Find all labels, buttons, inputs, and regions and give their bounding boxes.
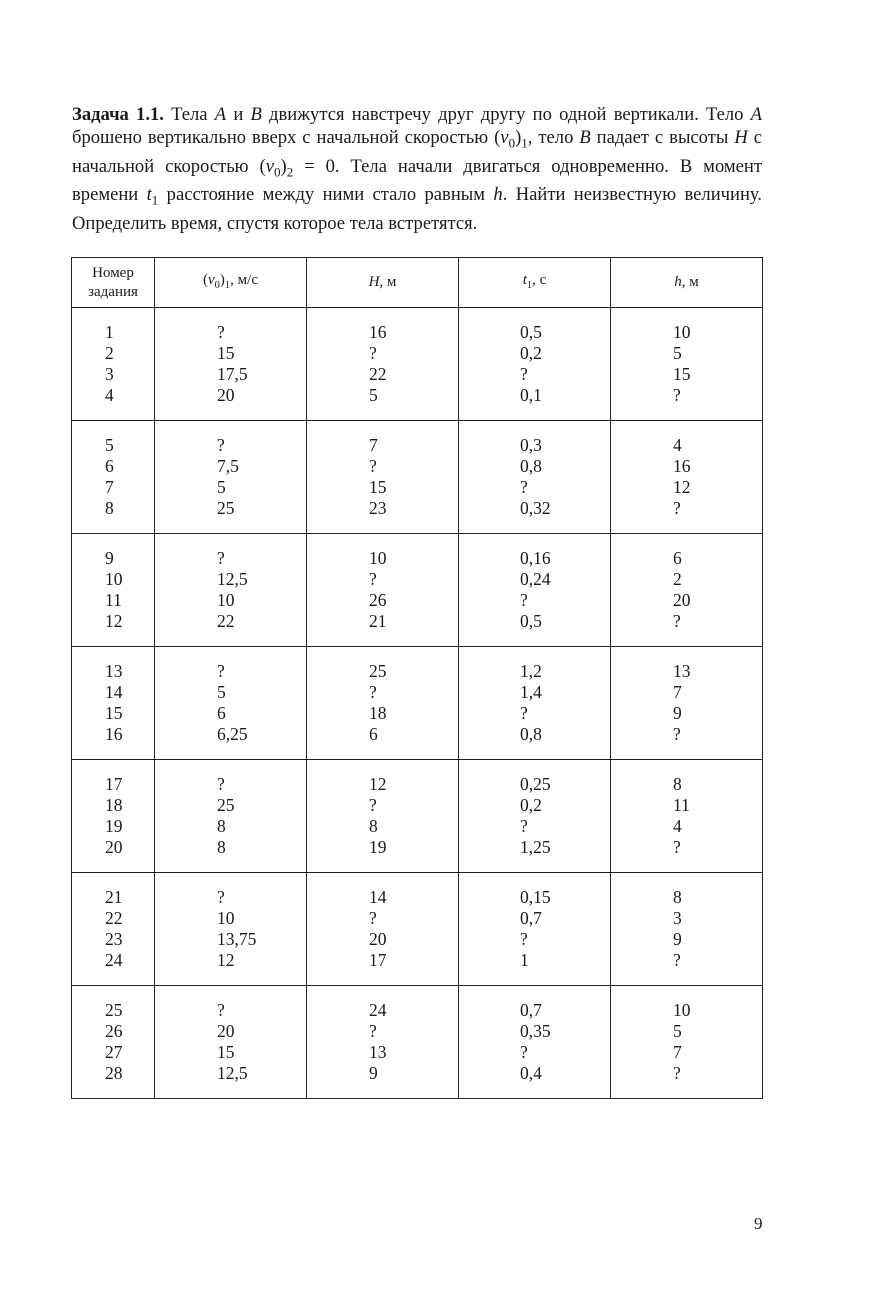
- cell-value: ?: [673, 1063, 681, 1083]
- cell-value: 20: [369, 929, 387, 949]
- problem-statement: Задача 1.1. Тела A и B движутся навстречу друг другу по одной вертикали. Тело A брошено вертикально вверх с начальной скоростью $(v_0)_1$, тело B падает с высоты H с начальной скоростью $(v_0)_2 = 0$. Тела начали двигаться одновременно. В момент времени $t_1$ расстояние между ними стало равным h. Найти неизвестную величину. Определить время, спустя которое тела встретятся.: [72, 104, 763, 235]
- table-cell: [611, 421, 763, 534]
- cell-value: 6: [105, 456, 114, 476]
- cell-value: 20: [217, 1021, 235, 1041]
- cell-value: 0,1: [520, 385, 542, 405]
- cell-value: 10: [105, 569, 123, 589]
- cell-value: ?: [520, 1042, 528, 1062]
- table-cell: [459, 760, 611, 873]
- cell-value: 5: [105, 435, 114, 455]
- cell-value: ?: [369, 908, 377, 928]
- cell-value: 8: [673, 774, 682, 794]
- table-cell: [611, 534, 763, 647]
- cell-value: 4: [673, 816, 682, 836]
- cell-value: 18: [105, 795, 123, 815]
- table-cell: [72, 873, 155, 986]
- table-header-row: [72, 258, 763, 308]
- cell-value: 8: [217, 837, 226, 857]
- cell-value: 25: [105, 1000, 123, 1020]
- cell-value: 16: [105, 724, 123, 744]
- header-task-number: Номер задания: [72, 258, 155, 308]
- cell-value: 5: [217, 682, 226, 702]
- page-number: 9: [754, 1214, 763, 1233]
- cell-value: 22: [369, 364, 387, 384]
- cell-value: 6: [673, 548, 682, 568]
- table-cell: [72, 308, 155, 421]
- header-h: h, м: [611, 258, 763, 308]
- cell-value: ?: [673, 724, 681, 744]
- cell-value: 8: [105, 498, 114, 518]
- cell-value: ?: [673, 385, 681, 405]
- cell-value: 5: [673, 343, 682, 363]
- table-row: [72, 760, 763, 873]
- cell-value: 0,5: [520, 611, 542, 631]
- cell-value: 13: [105, 661, 123, 681]
- table-row: [72, 986, 763, 1099]
- cell-value: 9: [673, 929, 682, 949]
- cell-value: 6: [369, 724, 378, 744]
- cell-value: 16: [369, 322, 387, 342]
- table-cell: [611, 986, 763, 1099]
- table-cell: [72, 760, 155, 873]
- cell-value: ?: [369, 456, 377, 476]
- cell-value: 0,16: [520, 548, 551, 568]
- cell-value: 12,5: [217, 569, 248, 589]
- table-cell: [459, 534, 611, 647]
- cell-value: 11: [673, 795, 690, 815]
- cell-value: 28: [105, 1063, 123, 1083]
- cell-value: 9: [369, 1063, 378, 1083]
- cell-value: 20: [673, 590, 691, 610]
- table-row: [72, 873, 763, 986]
- cell-value: 1,2: [520, 661, 542, 681]
- table-cell: [307, 308, 459, 421]
- table-cell: [611, 760, 763, 873]
- cell-value: ?: [369, 795, 377, 815]
- cell-value: 19: [105, 816, 123, 836]
- table-row: [72, 647, 763, 760]
- table-cell: [307, 534, 459, 647]
- cell-value: 14: [369, 887, 387, 907]
- table-cell: [459, 647, 611, 760]
- cell-value: 0,25: [520, 774, 551, 794]
- cell-value: ?: [673, 498, 681, 518]
- cell-value: 19: [369, 837, 387, 857]
- cell-value: ?: [673, 611, 681, 631]
- cell-value: ?: [520, 703, 528, 723]
- cell-value: 1,25: [520, 837, 551, 857]
- cell-value: 18: [369, 703, 387, 723]
- header-H: H, м: [307, 258, 459, 308]
- cell-value: 0,7: [520, 908, 542, 928]
- cell-value: 9: [673, 703, 682, 723]
- header-t1: $t_1$, с: [459, 258, 611, 308]
- cell-value: 27: [105, 1042, 123, 1062]
- cell-value: 7,5: [217, 456, 239, 476]
- table-cell: [611, 873, 763, 986]
- cell-value: 4: [673, 435, 682, 455]
- cell-value: 12: [673, 477, 691, 497]
- cell-value: ?: [217, 435, 225, 455]
- cell-value: 10: [673, 1000, 691, 1020]
- cell-value: 5: [369, 385, 378, 405]
- cell-value: 10: [369, 548, 387, 568]
- cell-value: ?: [520, 929, 528, 949]
- cell-value: ?: [369, 682, 377, 702]
- cell-value: 8: [217, 816, 226, 836]
- cell-value: 8: [369, 816, 378, 836]
- cell-value: 17: [369, 950, 387, 970]
- table-cell: [307, 760, 459, 873]
- table-cell: [72, 534, 155, 647]
- cell-value: 0,15: [520, 887, 551, 907]
- cell-value: ?: [217, 548, 225, 568]
- cell-value: 21: [369, 611, 387, 631]
- cell-value: 12: [105, 611, 123, 631]
- cell-value: 10: [217, 590, 235, 610]
- table-cell: [459, 308, 611, 421]
- cell-value: 2: [673, 569, 682, 589]
- table-cell: [307, 873, 459, 986]
- cell-value: 0,32: [520, 498, 551, 518]
- cell-value: 5: [217, 477, 226, 497]
- problem-title: Задача 1.1.: [72, 104, 164, 125]
- cell-value: 0,3: [520, 435, 542, 455]
- cell-value: 22: [105, 908, 123, 928]
- cell-value: 15: [217, 343, 235, 363]
- cell-value: 6: [217, 703, 226, 723]
- cell-value: ?: [673, 837, 681, 857]
- cell-value: 0,24: [520, 569, 551, 589]
- cell-value: ?: [217, 774, 225, 794]
- cell-value: 2: [105, 343, 114, 363]
- table-cell: [307, 421, 459, 534]
- table-cell: [459, 986, 611, 1099]
- cell-value: 1: [520, 950, 529, 970]
- cell-value: ?: [217, 661, 225, 681]
- cell-value: 10: [673, 322, 691, 342]
- cell-value: 0,35: [520, 1021, 551, 1041]
- cell-value: 6,25: [217, 724, 248, 744]
- cell-value: 25: [369, 661, 387, 681]
- cell-value: 0,7: [520, 1000, 542, 1020]
- table-row: [72, 308, 763, 421]
- task-table: [71, 257, 763, 1099]
- cell-value: 7: [105, 477, 114, 497]
- cell-value: 10: [217, 908, 235, 928]
- table-cell: [611, 308, 763, 421]
- table-row: [72, 534, 763, 647]
- cell-value: ?: [520, 590, 528, 610]
- cell-value: 13: [673, 661, 691, 681]
- cell-value: ?: [217, 322, 225, 342]
- table-cell: [72, 421, 155, 534]
- cell-value: 5: [673, 1021, 682, 1041]
- cell-value: 26: [105, 1021, 123, 1041]
- cell-value: 11: [105, 590, 122, 610]
- cell-value: 7: [369, 435, 378, 455]
- table-cell: [155, 421, 307, 534]
- cell-value: 0,8: [520, 456, 542, 476]
- cell-value: 3: [673, 908, 682, 928]
- cell-value: ?: [217, 887, 225, 907]
- table-row: [72, 421, 763, 534]
- cell-value: 12: [217, 950, 235, 970]
- table-cell: [307, 647, 459, 760]
- cell-value: 20: [217, 385, 235, 405]
- cell-value: 15: [217, 1042, 235, 1062]
- cell-value: 21: [105, 887, 123, 907]
- cell-value: 13: [369, 1042, 387, 1062]
- table-cell: [72, 647, 155, 760]
- cell-value: 22: [217, 611, 235, 631]
- cell-value: 15: [369, 477, 387, 497]
- table-cell: [72, 986, 155, 1099]
- cell-value: 12: [369, 774, 387, 794]
- cell-value: 0,8: [520, 724, 542, 744]
- cell-value: 0,2: [520, 343, 542, 363]
- cell-value: 26: [369, 590, 387, 610]
- table-cell: [155, 647, 307, 760]
- cell-value: 12,5: [217, 1063, 248, 1083]
- cell-value: 20: [105, 837, 123, 857]
- cell-value: 24: [105, 950, 123, 970]
- cell-value: 13,75: [217, 929, 257, 949]
- cell-value: 23: [105, 929, 123, 949]
- cell-value: 9: [105, 548, 114, 568]
- cell-value: 8: [673, 887, 682, 907]
- cell-value: 0,2: [520, 795, 542, 815]
- cell-value: ?: [369, 569, 377, 589]
- cell-value: 16: [673, 456, 691, 476]
- table-cell: [155, 760, 307, 873]
- cell-value: 0,5: [520, 322, 542, 342]
- cell-value: 25: [217, 498, 235, 518]
- cell-value: ?: [369, 343, 377, 363]
- table-cell: [155, 308, 307, 421]
- cell-value: 24: [369, 1000, 387, 1020]
- cell-value: ?: [520, 364, 528, 384]
- cell-value: 7: [673, 682, 682, 702]
- table-cell: [155, 534, 307, 647]
- cell-value: ?: [369, 1021, 377, 1041]
- cell-value: 1,4: [520, 682, 542, 702]
- header-v0: $(v_0)_1$, м/с: [155, 258, 307, 308]
- table-cell: [459, 873, 611, 986]
- cell-value: 25: [217, 795, 235, 815]
- table-cell: [155, 873, 307, 986]
- table-cell: [459, 421, 611, 534]
- cell-value: 7: [673, 1042, 682, 1062]
- cell-value: 1: [105, 322, 114, 342]
- cell-value: 4: [105, 385, 114, 405]
- cell-value: 23: [369, 498, 387, 518]
- table-cell: [611, 647, 763, 760]
- cell-value: 0,4: [520, 1063, 542, 1083]
- table-cell: [155, 986, 307, 1099]
- cell-value: 3: [105, 364, 114, 384]
- cell-value: 17: [105, 774, 123, 794]
- cell-value: ?: [520, 477, 528, 497]
- cell-value: 14: [105, 682, 123, 702]
- cell-value: 17,5: [217, 364, 248, 384]
- cell-value: 15: [105, 703, 123, 723]
- cell-value: ?: [520, 816, 528, 836]
- cell-value: 15: [673, 364, 691, 384]
- cell-value: ?: [673, 950, 681, 970]
- cell-value: ?: [217, 1000, 225, 1020]
- table-cell: [307, 986, 459, 1099]
